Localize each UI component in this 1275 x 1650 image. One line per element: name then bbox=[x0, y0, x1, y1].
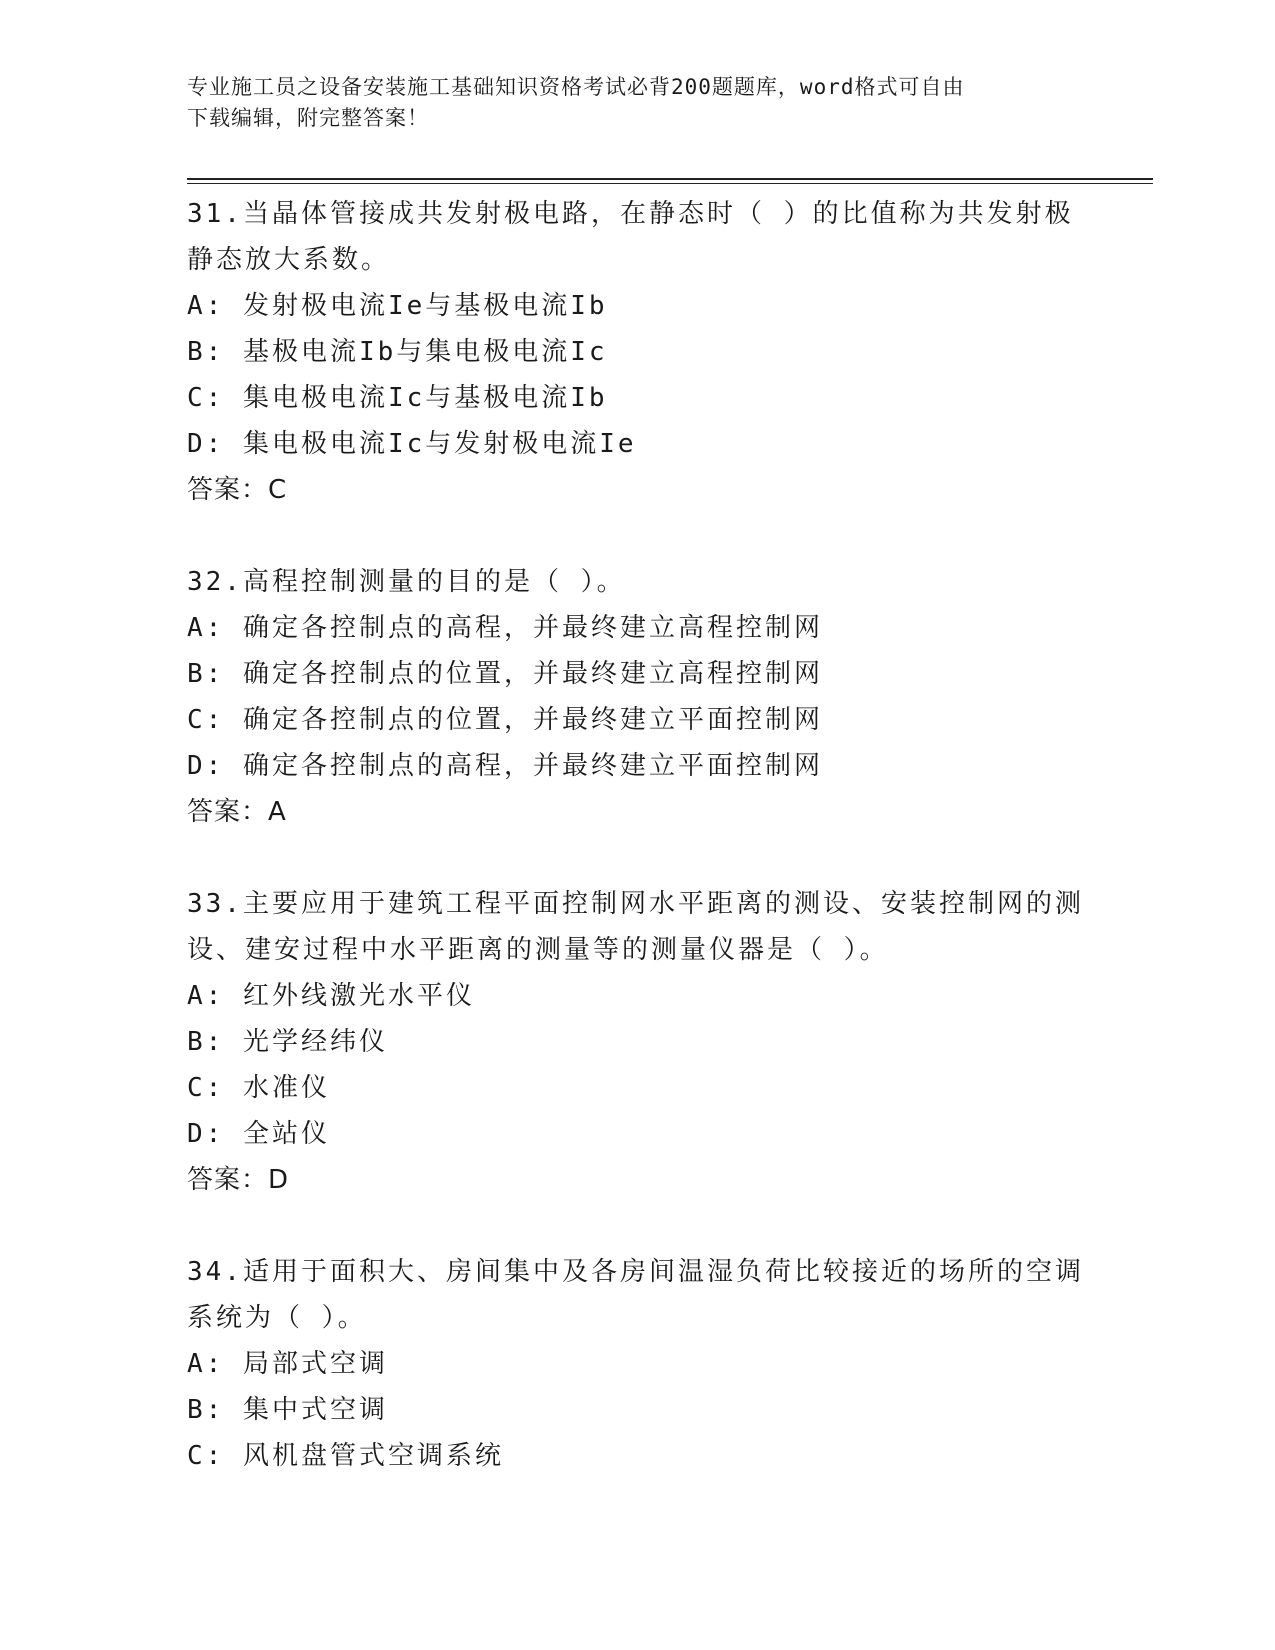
header-rule-thick bbox=[187, 178, 1153, 180]
option-a: A: 发射极电流Ie与基极电流Ib bbox=[187, 291, 608, 321]
answer: 答案：C bbox=[187, 475, 288, 505]
question-31 bbox=[187, 191, 1087, 513]
question-34 bbox=[187, 1249, 1087, 1479]
question-33 bbox=[187, 881, 1087, 1203]
option-b: B: 确定各控制点的位置，并最终建立高程控制网 bbox=[187, 659, 823, 689]
option-c: C: 集电极电流Ic与基极电流Ib bbox=[187, 383, 608, 413]
option-d: D: 全站仪 bbox=[187, 1119, 330, 1149]
header-line-2: 下载编辑，附完整答案！ bbox=[187, 106, 429, 130]
answer: 答案：A bbox=[187, 797, 287, 827]
question-stem-line: 设、建安过程中水平距离的测量等的测量仪器是（ ）。 bbox=[187, 935, 889, 965]
question-stem-line: 32.高程控制测量的目的是（ ）。 bbox=[187, 567, 626, 597]
question-32 bbox=[187, 559, 1087, 835]
document-header bbox=[187, 72, 1087, 134]
question-stem-line: 33.主要应用于建筑工程平面控制网水平距离的测设、安装控制网的测 bbox=[187, 889, 1084, 919]
option-c: C: 水准仪 bbox=[187, 1073, 330, 1103]
question-stem-line: 31.当晶体管接成共发射极电路，在静态时（ ）的比值称为共发射极 bbox=[187, 199, 1074, 229]
option-c: C: 确定各控制点的位置，并最终建立平面控制网 bbox=[187, 705, 823, 735]
answer: 答案：D bbox=[187, 1165, 290, 1195]
header-line-1: 专业施工员之设备安装施工基础知识资格考试必背200题题库，word格式可自由 bbox=[187, 75, 965, 99]
option-d: D: 集电极电流Ic与发射极电流Ie bbox=[187, 429, 637, 459]
option-a: A: 红外线激光水平仪 bbox=[187, 981, 475, 1011]
header-rule-thin bbox=[187, 183, 1153, 184]
question-stem-line: 34.适用于面积大、房间集中及各房间温湿负荷比较接近的场所的空调 bbox=[187, 1257, 1084, 1287]
question-stem-line: 静态放大系数。 bbox=[187, 245, 391, 275]
option-a: A: 局部式空调 bbox=[187, 1349, 388, 1379]
question-list bbox=[187, 191, 1087, 1525]
option-a: A: 确定各控制点的高程，并最终建立高程控制网 bbox=[187, 613, 823, 643]
option-d: D: 确定各控制点的高程，并最终建立平面控制网 bbox=[187, 751, 823, 781]
question-stem-line: 系统为（ ）。 bbox=[187, 1303, 367, 1333]
option-c: C: 风机盘管式空调系统 bbox=[187, 1441, 504, 1471]
option-b: B: 基极电流Ib与集电极电流Ic bbox=[187, 337, 608, 367]
option-b: B: 集中式空调 bbox=[187, 1395, 388, 1425]
option-b: B: 光学经纬仪 bbox=[187, 1027, 388, 1057]
